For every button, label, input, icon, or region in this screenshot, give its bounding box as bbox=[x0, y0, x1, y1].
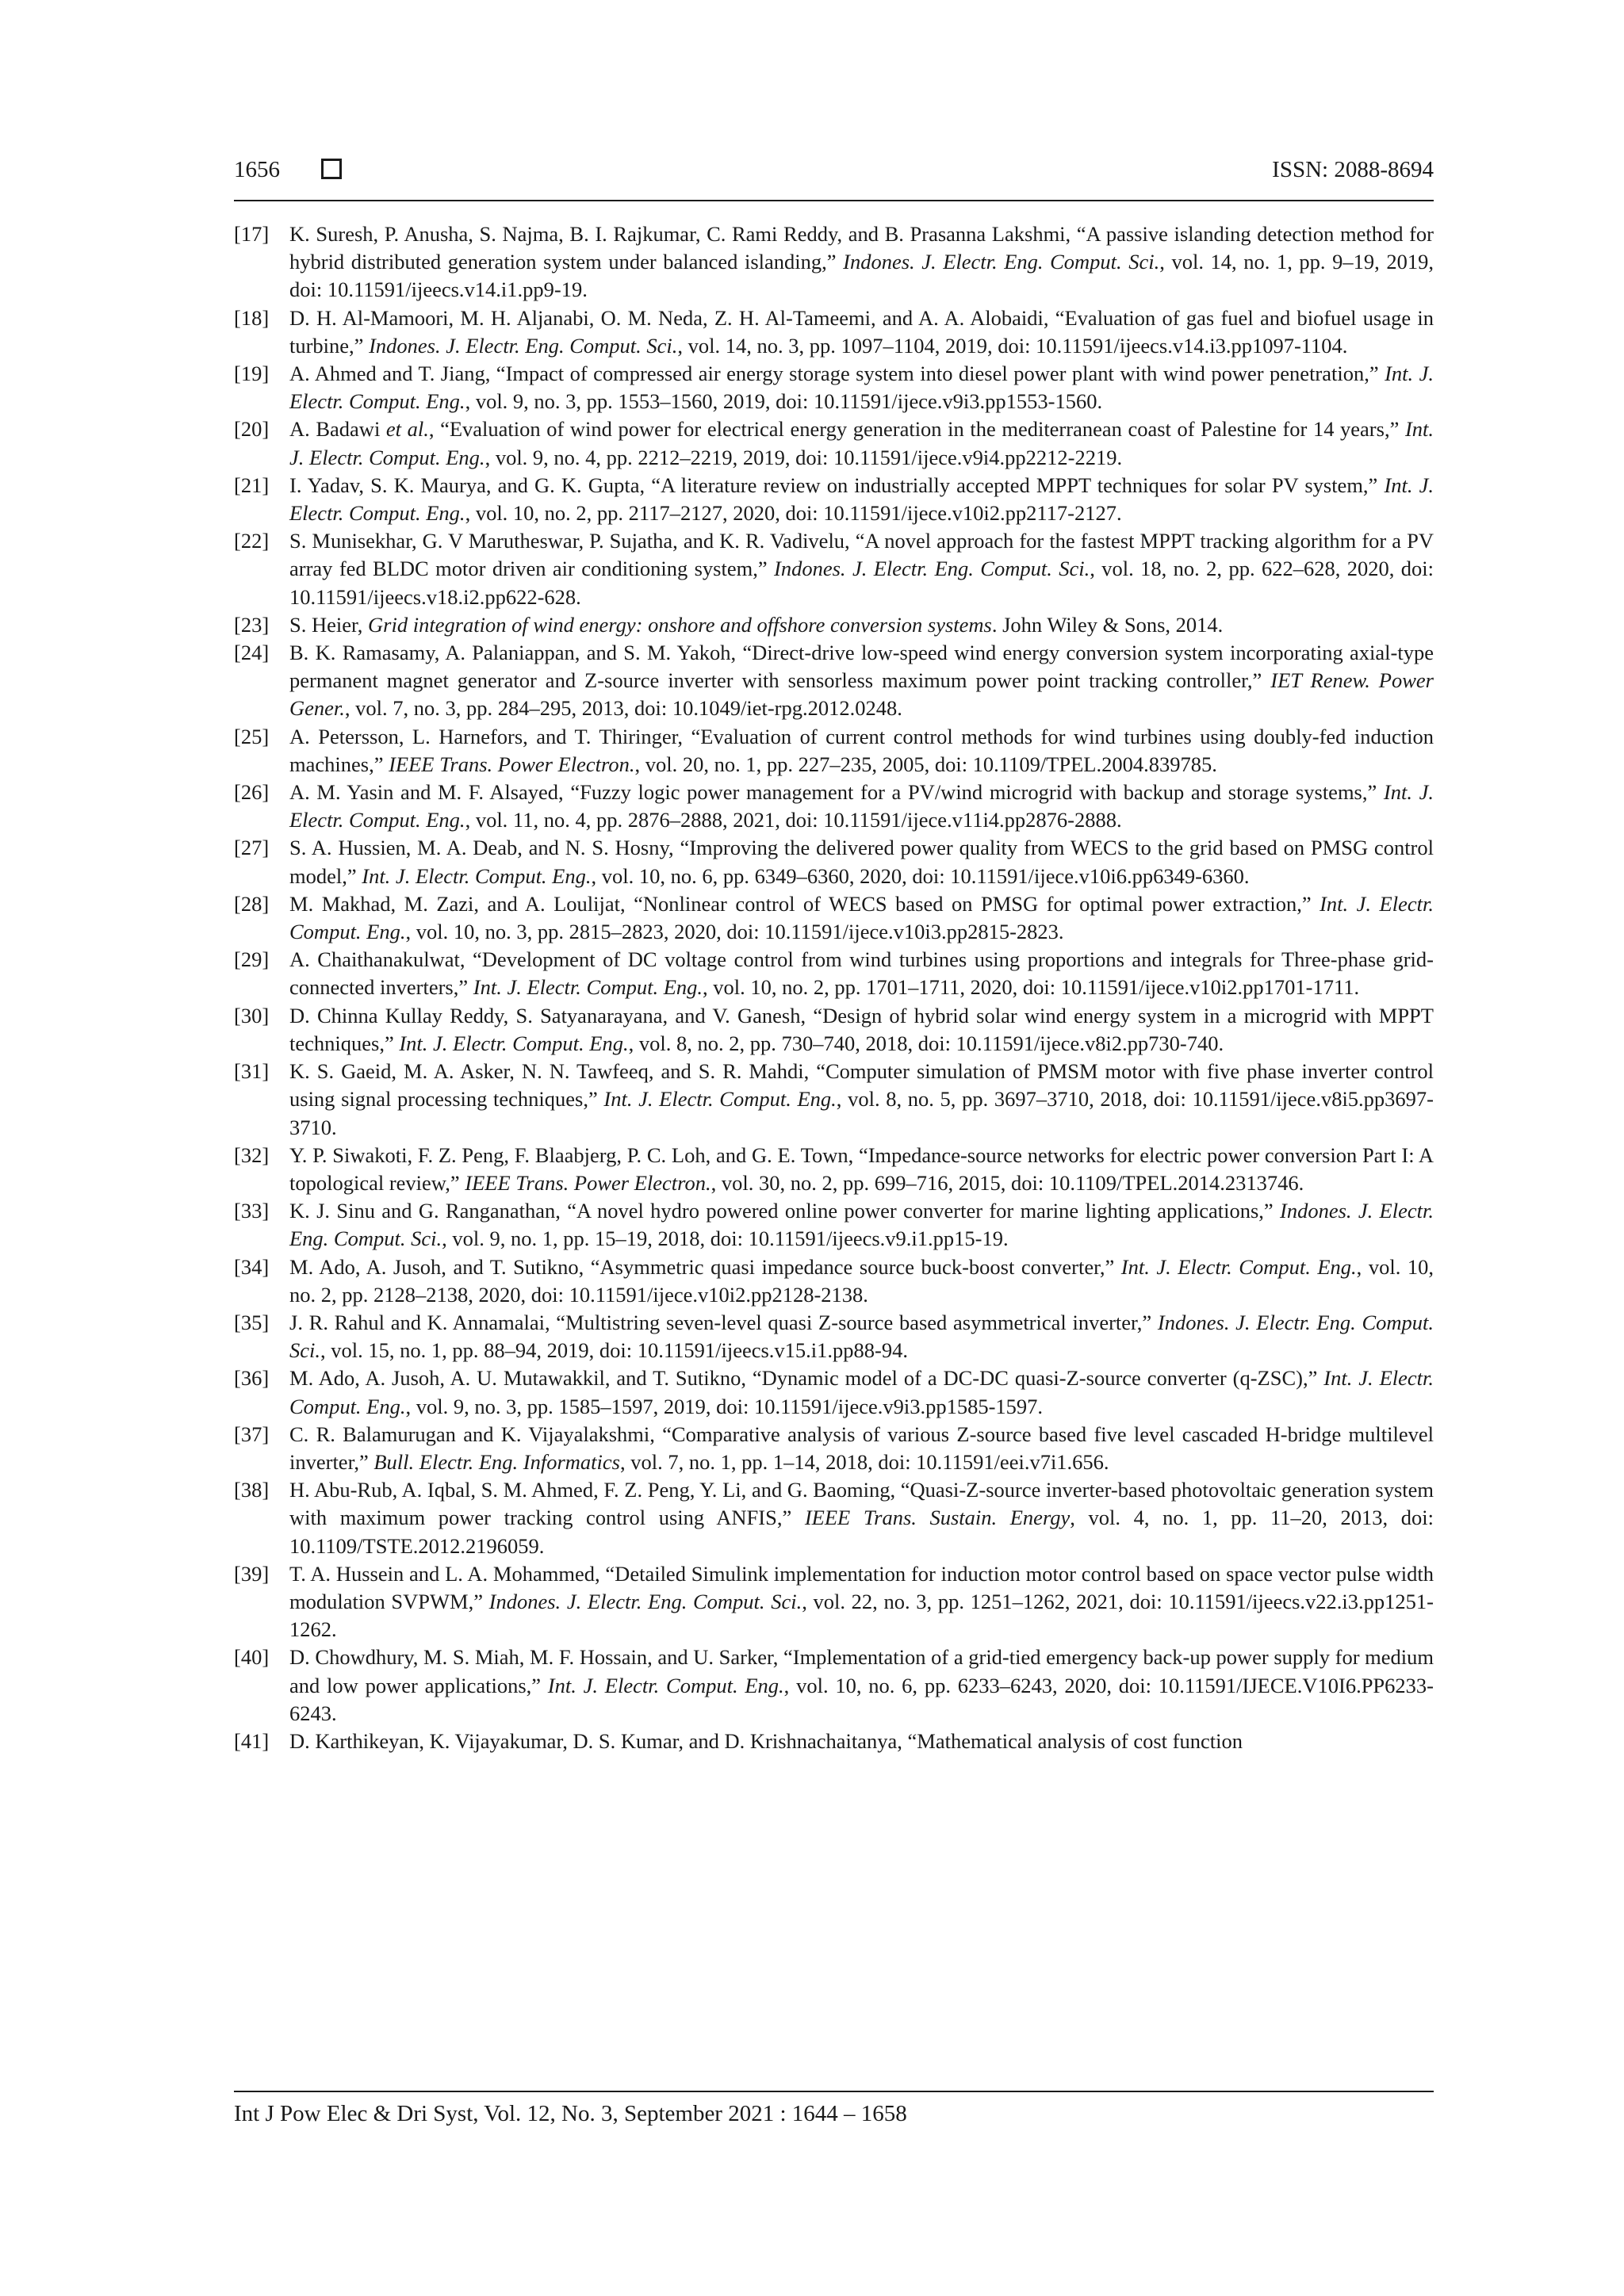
reference-number: [34] bbox=[234, 1254, 270, 1279]
reference-segment: S. A. Hussien, M. A. Deab, and N. S. Hosny, “Improving the delivered power quality from WECS to the grid based on PMSG control model,” bbox=[289, 836, 1434, 888]
reference-segment: I. Yadav, S. K. Maurya, and G. K. Gupta, “A literature review on industrially accepted MPPT techniques for solar PV system,” bbox=[289, 473, 1385, 497]
reference-item bbox=[234, 1142, 1434, 1197]
reference-segment: , vol. 7, no. 3, pp. 284–295, 2013, doi: 10.1049/iet-rpg.2012.0248. bbox=[344, 696, 902, 721]
reference-italic-segment: Int. J. Electr. Comput. Eng. bbox=[547, 1673, 784, 1697]
reference-number: [39] bbox=[234, 1561, 270, 1586]
reference-number: [31] bbox=[234, 1059, 270, 1084]
reference-text bbox=[289, 639, 1434, 723]
reference-number: [35] bbox=[234, 1310, 270, 1334]
reference-number: [27] bbox=[234, 836, 270, 860]
reference-segment: A. M. Yasin and M. F. Alsayed, “Fuzzy logic power management for a PV/wind microgrid with backup and storage systems,” bbox=[289, 780, 1384, 805]
reference-number: [29] bbox=[234, 947, 270, 972]
reference-text bbox=[289, 946, 1434, 1001]
reference-segment: , vol. 10, no. 2, pp. 2117–2127, 2020, doi: 10.11591/ijece.v10i2.pp2117-2127. bbox=[465, 501, 1122, 526]
reference-segment: , vol. 4, no. 1, pp. 11–20, 2013, doi: 10.1109/TSTE.2012.2196059. bbox=[289, 1506, 1434, 1558]
reference-italic-segment: Int. J. Electr. Comput. Eng. bbox=[362, 863, 592, 888]
reference-text bbox=[289, 1421, 1434, 1476]
reference-number: [22] bbox=[234, 529, 270, 553]
reference-number: [21] bbox=[234, 473, 270, 497]
reference-number: [25] bbox=[234, 724, 270, 748]
reference-number: [40] bbox=[234, 1645, 270, 1670]
reference-segment: A. Chaithanakulwat, “Development of DC voltage control from wind turbines using proportions and integrals for Three-phase grid-connected inverters,” bbox=[289, 947, 1434, 1000]
reference-text bbox=[289, 1644, 1434, 1728]
reference-italic-segment: Grid integration of wind energy: onshore and offshore conversion systems bbox=[368, 612, 992, 637]
reference-segment: T. A. Hussein and L. A. Mohammed, “Detailed Simulink implementation for induction motor control based on space vector pulse width modulation SVPWM,” bbox=[289, 1561, 1434, 1613]
reference-italic-segment: Int. J. Electr. Comput. Eng. bbox=[289, 1366, 1434, 1418]
reference-item bbox=[234, 1197, 1434, 1253]
reference-segment: H. Abu-Rub, A. Iqbal, S. M. Ahmed, F. Z. Peng, Y. Li, and G. Baoming, “Quasi-Z-source inverter-based photovoltaic generation system with maximum power tracking control using ANFIS,” bbox=[289, 1478, 1434, 1530]
reference-item bbox=[234, 1002, 1434, 1058]
reference-item bbox=[234, 1364, 1434, 1420]
reference-segment: , “Evaluation of wind power for electrical energy generation in the mediterranean coast of Palestine for 14 years,” bbox=[428, 417, 1405, 442]
header-rule bbox=[234, 200, 1434, 201]
reference-segment: , vol. 9, no. 1, pp. 15–19, 2018, doi: 10.11591/ijeecs.v9.i1.pp15-19. bbox=[442, 1226, 1009, 1251]
issn-label: ISSN: 2088-8694 bbox=[1272, 157, 1434, 182]
reference-number: [41] bbox=[234, 1728, 270, 1753]
reference-number: [33] bbox=[234, 1199, 270, 1223]
reference-item bbox=[234, 1421, 1434, 1476]
reference-number: [20] bbox=[234, 417, 270, 442]
reference-segment: , vol. 10, no. 6, pp. 6349–6360, 2020, doi: 10.11591/ijece.v10i6.pp6349-6360. bbox=[591, 863, 1250, 888]
reference-segment: , vol. 18, no. 2, pp. 622–628, 2020, doi: 10.11591/ijeecs.v18.i2.pp622-628. bbox=[289, 557, 1434, 609]
reference-segment: M. Ado, A. Jusoh, A. U. Mutawakkil, and T. Sutikno, “Dynamic model of a DC-DC quasi-Z-source converter (q-ZSC),” bbox=[289, 1366, 1324, 1391]
reference-segment: . John Wiley & Sons, 2014. bbox=[991, 612, 1224, 637]
reference-text bbox=[289, 527, 1434, 611]
reference-item bbox=[234, 1253, 1434, 1309]
reference-item bbox=[234, 415, 1434, 471]
reference-text bbox=[289, 1364, 1434, 1420]
reference-segment: , vol. 22, no. 3, pp. 1251–1262, 2021, doi: 10.11591/ijeecs.v22.i3.pp1251-1262. bbox=[289, 1589, 1434, 1642]
reference-list bbox=[234, 220, 1434, 1755]
reference-item bbox=[234, 304, 1434, 360]
footer-rule bbox=[234, 2091, 1434, 2092]
reference-italic-segment: Int. J. Electr. Comput. Eng. bbox=[399, 1031, 629, 1055]
reference-item bbox=[234, 723, 1434, 779]
reference-text bbox=[289, 1002, 1434, 1058]
reference-italic-segment: Indones. J. Electr. Eng. Comput. Sci. bbox=[774, 557, 1090, 581]
reference-text bbox=[289, 1476, 1434, 1560]
reference-segment: D. H. Al-Mamoori, M. H. Aljanabi, O. M. Neda, Z. H. Al-Tameemi, and A. A. Alobaidi, “Evaluation of gas fuel and biofuel usage in turbine,” bbox=[289, 305, 1434, 358]
reference-segment: , vol. 15, no. 1, pp. 88–94, 2019, doi: 10.11591/ijeecs.v15.i1.pp88-94. bbox=[320, 1338, 908, 1363]
reference-segment: , vol. 14, no. 3, pp. 1097–1104, 2019, doi: 10.11591/ijeecs.v14.i3.pp1097-1104. bbox=[677, 333, 1348, 358]
reference-item bbox=[234, 834, 1434, 890]
reference-text bbox=[289, 890, 1434, 946]
reference-segment: , vol. 30, no. 2, pp. 699–716, 2015, doi: 10.1109/TPEL.2014.2313746. bbox=[710, 1170, 1304, 1195]
reference-segment: K. J. Sinu and G. Ranganathan, “A novel hydro powered online power converter for marine lighting applications,” bbox=[289, 1199, 1280, 1223]
reference-italic-segment: IET Renew. Power Gener. bbox=[289, 668, 1434, 721]
reference-text bbox=[289, 1560, 1434, 1644]
reference-item bbox=[234, 220, 1434, 304]
reference-segment: K. S. Gaeid, M. A. Asker, N. N. Tawfeeq, and S. R. Mahdi, “Computer simulation of PMSM motor with five phase inverter control using signal processing techniques,” bbox=[289, 1059, 1434, 1112]
reference-italic-segment: Int. J. Electr. Comput. Eng. bbox=[603, 1087, 837, 1112]
reference-segment: A. Ahmed and T. Jiang, “Impact of compressed air energy storage system into diesel power plant with wind power penetration,” bbox=[289, 362, 1385, 386]
reference-segment: M. Ado, A. Jusoh, and T. Sutikno, “Asymmetric quasi impedance source buck-boost converter,” bbox=[289, 1254, 1121, 1279]
reference-item bbox=[234, 611, 1434, 639]
reference-number: [30] bbox=[234, 1003, 270, 1027]
reference-italic-segment: Int. J. Electr. Comput. Eng. bbox=[289, 473, 1434, 526]
reference-italic-segment: Bull. Electr. Eng. Informatics bbox=[373, 1449, 620, 1474]
reference-segment: , vol. 10, no. 6, pp. 6233–6243, 2020, doi: 10.11591/IJECE.V10I6.PP6233-6243. bbox=[289, 1673, 1434, 1725]
reference-text bbox=[289, 723, 1434, 779]
reference-segment: D. Chowdhury, M. S. Miah, M. F. Hossain, and U. Sarker, “Implementation of a grid-tied emergency back-up power supply for medium and low power applications,” bbox=[289, 1645, 1434, 1697]
reference-segment: , vol. 11, no. 4, pp. 2876–2888, 2021, doi: 10.11591/ijece.v11i4.pp2876-2888. bbox=[465, 808, 1122, 832]
reference-segment: A. Badawi bbox=[289, 417, 386, 442]
reference-italic-segment: Indones. J. Electr. Eng. Comput. Sci. bbox=[289, 1199, 1434, 1251]
reference-segment: C. R. Balamurugan and K. Vijayalakshmi, “Comparative analysis of various Z-source based five level cascaded H-bridge multilevel inverter,” bbox=[289, 1422, 1434, 1474]
reference-italic-segment: Int. J. Electr. Comput. Eng. bbox=[289, 891, 1434, 944]
reference-item bbox=[234, 527, 1434, 611]
square-bullet-icon bbox=[321, 159, 342, 179]
reference-number: [24] bbox=[234, 641, 270, 665]
reference-item bbox=[234, 360, 1434, 415]
reference-item bbox=[234, 639, 1434, 723]
reference-segment: , vol. 8, no. 5, pp. 3697–3710, 2018, doi: 10.11591/ijece.v8i5.pp3697-3710. bbox=[289, 1087, 1434, 1139]
reference-segment: D. Chinna Kullay Reddy, S. Satyanarayana, and V. Ganesh, “Design of hybrid solar wind energy system in a microgrid with MPPT techniques,” bbox=[289, 1003, 1434, 1055]
reference-text bbox=[289, 1142, 1434, 1197]
reference-item bbox=[234, 1560, 1434, 1644]
reference-italic-segment: Int. J. Electr. Comput. Eng. bbox=[289, 780, 1434, 832]
reference-text bbox=[289, 304, 1434, 360]
reference-number: [19] bbox=[234, 362, 270, 386]
reference-text bbox=[289, 360, 1434, 415]
reference-italic-segment: IEEE Trans. Sustain. Energy bbox=[804, 1506, 1071, 1530]
reference-text bbox=[289, 1728, 1434, 1755]
reference-text bbox=[289, 834, 1434, 890]
reference-segment: S. Heier, bbox=[289, 612, 369, 637]
reference-text bbox=[289, 220, 1434, 304]
reference-item bbox=[234, 472, 1434, 527]
reference-text bbox=[289, 1058, 1434, 1142]
reference-text bbox=[289, 1253, 1434, 1309]
reference-number: [36] bbox=[234, 1366, 270, 1391]
reference-italic-segment: Indones. J. Electr. Eng. Comput. Sci. bbox=[289, 1310, 1434, 1363]
page-number: 1656 bbox=[234, 157, 280, 182]
reference-number: [28] bbox=[234, 891, 270, 916]
reference-item bbox=[234, 1309, 1434, 1364]
reference-text bbox=[289, 779, 1434, 834]
reference-italic-segment: Indones. J. Electr. Eng. Comput. Sci. bbox=[488, 1589, 802, 1613]
reference-text bbox=[289, 611, 1434, 639]
reference-segment: , vol. 20, no. 1, pp. 227–235, 2005, doi: 10.1109/TPEL.2004.839785. bbox=[634, 752, 1217, 776]
reference-italic-segment: Indones. J. Electr. Eng. Comput. Sci. bbox=[843, 250, 1160, 274]
reference-segment: D. Karthikeyan, K. Vijayakumar, D. S. Kumar, and D. Krishnachaitanya, “Mathematical analysis of cost function bbox=[289, 1728, 1243, 1753]
reference-segment: S. Munisekhar, G. V Marutheswar, P. Sujatha, and K. R. Vadivelu, “A novel approach for the fastest MPPT tracking algorithm for a PV array fed BLDC motor driven air conditioning system,” bbox=[289, 529, 1434, 581]
reference-italic-segment: IEEE Trans. Power Electron. bbox=[465, 1170, 711, 1195]
reference-segment: K. Suresh, P. Anusha, S. Najma, B. I. Rajkumar, C. Rami Reddy, and B. Prasanna Lakshmi, “A passive islanding detection method for hybrid distributed generation system under balanced islanding,” bbox=[289, 222, 1434, 274]
reference-number: [18] bbox=[234, 305, 270, 330]
reference-item bbox=[234, 1728, 1434, 1755]
reference-text bbox=[289, 1309, 1434, 1364]
reference-text bbox=[289, 1197, 1434, 1253]
reference-italic-segment: Int. J. Electr. Comput. Eng. bbox=[289, 417, 1434, 469]
reference-segment: , vol. 8, no. 2, pp. 730–740, 2018, doi: 10.11591/ijece.v8i2.pp730-740. bbox=[628, 1031, 1224, 1055]
reference-number: [23] bbox=[234, 612, 270, 637]
reference-italic-segment: Int. J. Electr. Comput. Eng. bbox=[473, 975, 703, 1000]
reference-number: [17] bbox=[234, 222, 270, 246]
reference-number: [37] bbox=[234, 1422, 270, 1446]
reference-segment: , vol. 14, no. 1, pp. 9–19, 2019, doi: 10.11591/ijeecs.v14.i1.pp9-19. bbox=[289, 250, 1434, 302]
reference-italic-segment: Int. J. Electr. Comput. Eng. bbox=[1120, 1254, 1357, 1279]
reference-item bbox=[234, 1644, 1434, 1728]
page-header bbox=[234, 157, 1434, 192]
reference-italic-segment: Int. J. Electr. Comput. Eng. bbox=[289, 362, 1434, 414]
reference-segment: , vol. 9, no. 4, pp. 2212–2219, 2019, doi: 10.11591/ijece.v9i4.pp2212-2219. bbox=[485, 445, 1123, 469]
reference-segment: , vol. 7, no. 1, pp. 1–14, 2018, doi: 10.11591/eei.v7i1.656. bbox=[619, 1449, 1109, 1474]
reference-segment: J. R. Rahul and K. Annamalai, “Multistring seven-level quasi Z-source based asymmetrical inverter,” bbox=[289, 1310, 1158, 1334]
reference-text bbox=[289, 415, 1434, 471]
reference-segment: B. K. Ramasamy, A. Palaniappan, and S. M. Yakoh, “Direct-drive low-speed wind energy conversion system incorporating axial-type permanent magnet generator and Z-source inverter with sensorless maximum power point tracking controller,” bbox=[289, 641, 1434, 693]
reference-number: [26] bbox=[234, 780, 270, 805]
reference-item bbox=[234, 1476, 1434, 1560]
reference-segment: , vol. 10, no. 2, pp. 1701–1711, 2020, doi: 10.11591/ijece.v10i2.pp1701-1711. bbox=[703, 975, 1360, 1000]
reference-segment: , vol. 9, no. 3, pp. 1585–1597, 2019, doi: 10.11591/ijece.v9i3.pp1585-1597. bbox=[405, 1394, 1044, 1418]
reference-number: [32] bbox=[234, 1142, 270, 1167]
reference-segment: Y. P. Siwakoti, F. Z. Peng, F. Blaabjerg, P. C. Loh, and G. E. Town, “Impedance-source networks for electric power conversion Part I: A topological review,” bbox=[289, 1142, 1434, 1195]
reference-italic-segment: IEEE Trans. Power Electron. bbox=[389, 752, 635, 776]
reference-number: [38] bbox=[234, 1478, 270, 1502]
reference-segment: , vol. 10, no. 2, pp. 2128–2138, 2020, doi: 10.11591/ijece.v10i2.pp2128-2138. bbox=[289, 1254, 1434, 1307]
reference-italic-segment: et al. bbox=[385, 417, 429, 442]
reference-segment: A. Petersson, L. Harnefors, and T. Thiringer, “Evaluation of current control methods for wind turbines using doubly-fed induction machines,” bbox=[289, 724, 1434, 776]
reference-item bbox=[234, 1058, 1434, 1142]
footer-citation: Int J Pow Elec & Dri Syst, Vol. 12, No. 3, September 2021 : 1644 – 1658 bbox=[234, 2101, 907, 2126]
reference-italic-segment: Indones. J. Electr. Eng. Comput. Sci. bbox=[369, 333, 678, 358]
reference-text bbox=[289, 472, 1434, 527]
reference-item bbox=[234, 890, 1434, 946]
reference-segment: , vol. 9, no. 3, pp. 1553–1560, 2019, doi: 10.11591/ijece.v9i3.pp1553-1560. bbox=[465, 389, 1103, 414]
reference-segment: , vol. 10, no. 3, pp. 2815–2823, 2020, doi: 10.11591/ijece.v10i3.pp2815-2823. bbox=[405, 920, 1064, 944]
reference-segment: M. Makhad, M. Zazi, and A. Loulijat, “Nonlinear control of WECS based on PMSG for optimal power extraction,” bbox=[289, 891, 1320, 916]
reference-item bbox=[234, 779, 1434, 834]
reference-item bbox=[234, 946, 1434, 1001]
